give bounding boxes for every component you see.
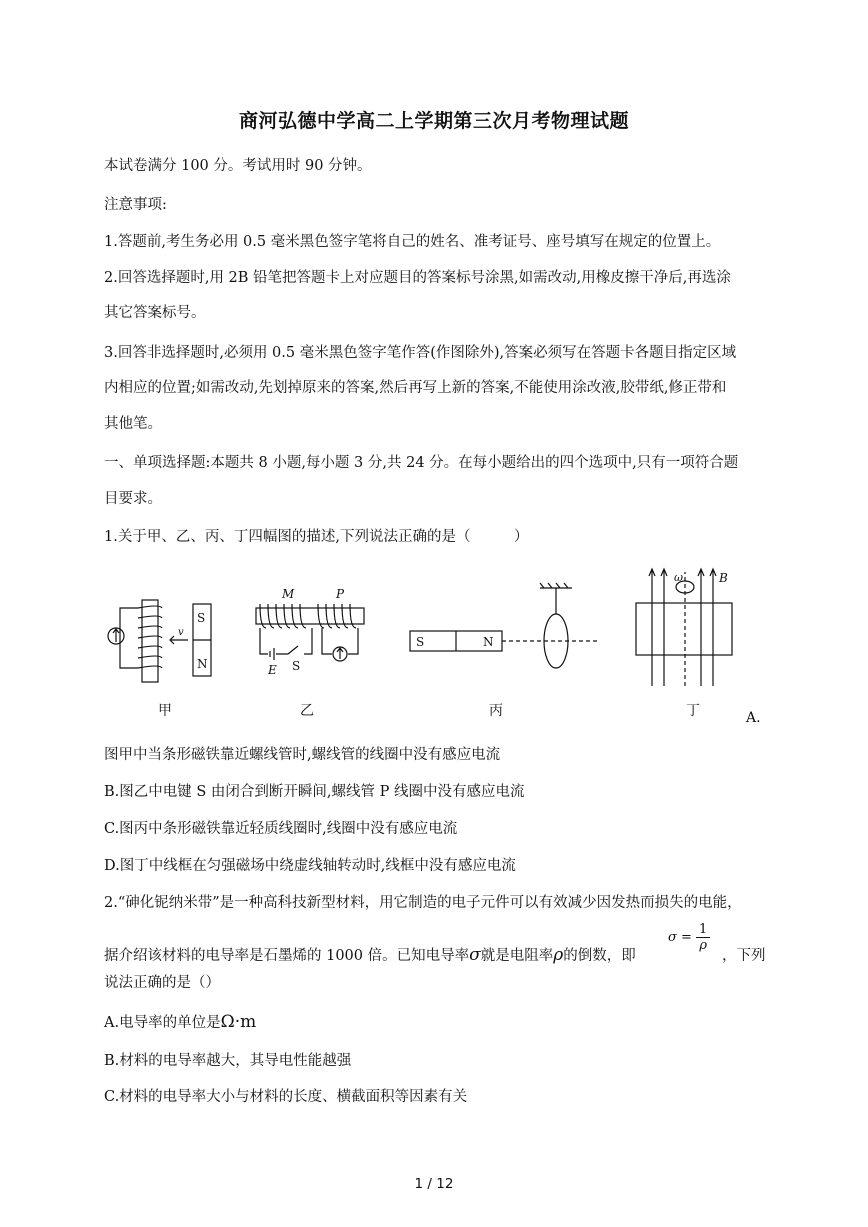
q2-option-c: C.材料的电导率大小与材料的长度、横截面积等因素有关 <box>104 1089 468 1105</box>
velocity-label: v <box>178 627 184 638</box>
q1-option-b: B.图乙中电键 S 由闭合到断开瞬间,螺线管 P 线圈中没有感应电流 <box>104 784 525 800</box>
formula-fraction <box>696 922 710 953</box>
magnet-n-label: N <box>197 657 208 671</box>
caption-bing: 丙 <box>489 703 503 719</box>
sigma-symbol: σ <box>469 945 481 965</box>
q1-option-c: C.图丙中条形磁铁靠近轻质线圈时,线圈中没有感应电流 <box>104 821 458 837</box>
section-heading-cont: 目要求。 <box>104 491 162 507</box>
notice-line: 1.答题前,考生务必用 0.5 毫米黑色签字笔将自己的姓名、准考证号、座号填写在规定的位置上。 <box>104 234 721 250</box>
switch-label: S <box>292 659 301 673</box>
figure-bing <box>410 583 600 668</box>
page-indicator: 1 / 12 <box>414 1176 454 1192</box>
p-label: P <box>336 587 345 601</box>
notice-line: 其它答案标号。 <box>104 305 206 321</box>
question-1-stem: 1.关于甲、乙、丙、丁四幅图的描述,下列说法正确的是（ ） <box>104 529 529 545</box>
notice-line: 内相应的位置;如需改动,先划掉原来的答案,然后再写上新的答案,不能使用涂改液,胶带纸,修正带和 <box>104 380 727 396</box>
caption-yi: 乙 <box>300 703 314 719</box>
question-2-stem: 2.“砷化铌纳米带”是一种高科技新型材料，用它制造的电子元件可以有效减少因发热而损失的电能， <box>104 895 742 911</box>
q2-option-a-unit: Ω·m <box>220 1012 257 1032</box>
q1-option-a: 图甲中当条形磁铁靠近螺线管时,螺线管的线圈中没有感应电流 <box>104 747 501 763</box>
formula-lhs: σ = <box>668 930 692 945</box>
q2-option-a-prefix: A.电导率的单位是 <box>104 1015 221 1031</box>
rho-symbol: ρ <box>553 945 564 965</box>
question-1-figure <box>100 556 780 726</box>
q2-option-b: B.材料的电导率越大，其导电性能越强 <box>104 1053 352 1069</box>
figure-ding <box>636 569 732 686</box>
e-label: E <box>268 663 277 677</box>
bar-s-label: S <box>416 635 425 649</box>
q1-option-a-label: A. <box>746 710 761 726</box>
notice-line: 其他笔。 <box>104 416 162 432</box>
figure-jia <box>108 600 211 682</box>
q2-text-d: ，下列 <box>722 948 766 964</box>
q2-text-c: 的倒数，即 <box>563 948 636 964</box>
q2-text-b: 就是电阻率 <box>480 948 554 964</box>
conductivity-formula <box>668 922 710 953</box>
b-label: B <box>719 571 728 585</box>
notice-heading: 注意事项: <box>104 197 167 213</box>
notice-line: 2.回答选择题时,用 2B 铅笔把答题卡上对应题目的答案标号涂黑,如需改动,用橡皮擦干净后,再选涂 <box>104 270 731 286</box>
bar-n-label: N <box>483 635 494 649</box>
omega-label: ω <box>674 571 683 584</box>
magnet-s-label: S <box>197 611 206 625</box>
formula-numerator: 1 <box>696 922 710 938</box>
figure-yi <box>256 587 364 677</box>
question-2-stem-line3: 说法正确的是（） <box>104 975 220 991</box>
m-label: M <box>282 587 295 601</box>
formula-denominator: ρ <box>699 938 708 953</box>
exam-intro: 本试卷满分 100 分。考试用时 90 分钟。 <box>104 158 372 174</box>
question-2-stem-line2 <box>104 944 636 965</box>
exam-title: 商河弘德中学高二上学期第三次月考物理试题 <box>238 110 629 132</box>
q2-text-a: 据介绍该材料的电导率是石墨烯的 1000 倍。已知电导率 <box>104 948 470 964</box>
q1-option-d: D.图丁中线框在匀强磁场中绕虚线轴转动时,线框中没有感应电流 <box>104 858 516 874</box>
notice-line: 3.回答非选择题时,必须用 0.5 毫米黑色签字笔作答(作图除外),答案必须写在答题卡各题目指定区域 <box>104 345 737 361</box>
q2-option-a <box>104 1011 256 1032</box>
caption-ding: 丁 <box>686 703 700 719</box>
section-heading: 一、单项选择题:本题共 8 小题,每小题 3 分,共 24 分。在每小题给出的四个选项中,只有一项符合题 <box>104 455 739 471</box>
caption-jia: 甲 <box>158 703 172 719</box>
